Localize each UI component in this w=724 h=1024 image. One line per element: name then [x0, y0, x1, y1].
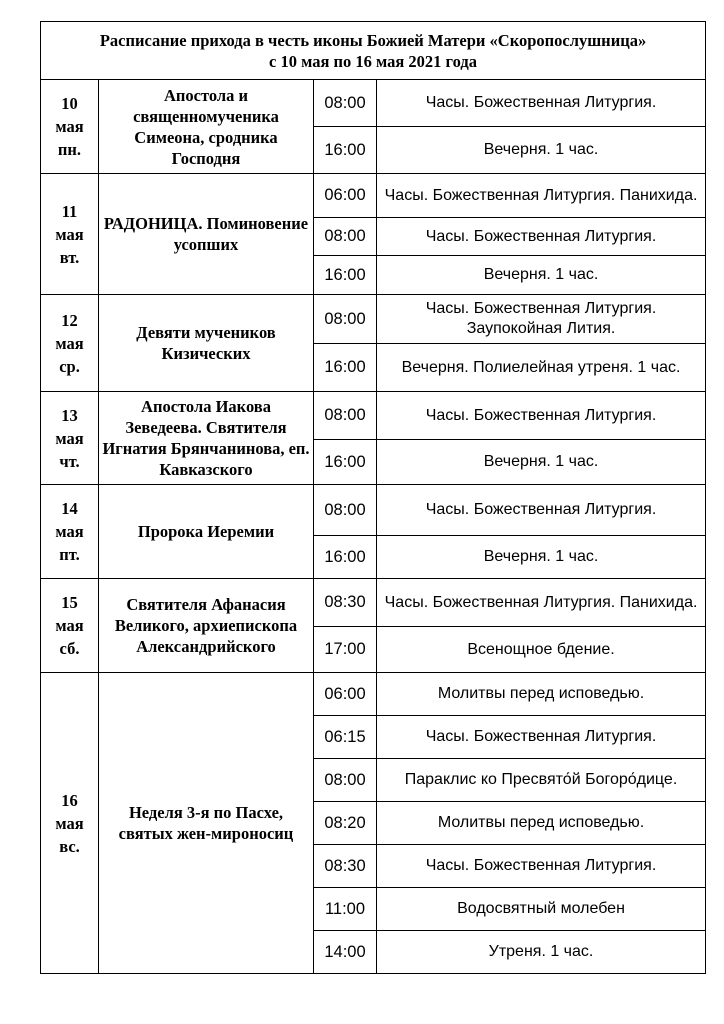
service-name: Параклис ко Пресвято́й Богоро́дице.	[377, 759, 706, 802]
date-number: 13	[61, 405, 78, 425]
service-time: 16:00	[314, 440, 377, 485]
date-month: мая	[55, 224, 84, 244]
date-weekday: пн.	[57, 140, 82, 159]
service-name: Часы. Божественная Литургия. Заупокойная Лития.	[377, 295, 706, 344]
date-month: мая	[55, 117, 84, 136]
schedule-table	[40, 21, 706, 974]
service-time: 08:30	[314, 579, 377, 627]
service-name: Вечерня. 1 час.	[377, 440, 706, 485]
date-number: 11	[61, 201, 78, 221]
date-month: мая	[55, 813, 84, 833]
date-weekday: вс.	[59, 836, 80, 856]
table-row	[41, 392, 706, 440]
day-date	[41, 174, 99, 295]
date-weekday: сб.	[59, 639, 80, 658]
table-row	[41, 579, 706, 627]
service-name: Утреня. 1 час.	[377, 931, 706, 974]
service-time: 08:00	[314, 295, 377, 344]
date-number: 10	[61, 94, 78, 113]
service-name: Часы. Божественная Литургия.	[377, 392, 706, 440]
service-time: 08:00	[314, 485, 377, 536]
day-feast: Апостола Иакова Зеведеева. Святителя Игнатия Брянчанинова, еп. Кавказского	[99, 392, 314, 485]
table-row	[41, 485, 706, 536]
service-time: 08:00	[314, 759, 377, 802]
table-row	[41, 80, 706, 127]
page-title	[41, 22, 706, 80]
date-month: мая	[55, 522, 84, 541]
date-weekday: чт.	[59, 451, 80, 471]
service-time: 16:00	[314, 127, 377, 174]
service-time: 06:15	[314, 716, 377, 759]
service-name: Молитвы перед исповедью.	[377, 673, 706, 716]
day-feast: Девяти мучеников Кизических	[99, 295, 314, 392]
service-name: Водосвятный молебен	[377, 888, 706, 931]
service-time: 06:00	[314, 673, 377, 716]
date-number: 12	[61, 310, 78, 330]
service-time: 08:30	[314, 845, 377, 888]
date-number: 16	[61, 790, 78, 810]
date-weekday: ср.	[59, 356, 80, 376]
day-date	[41, 579, 99, 673]
header-row	[41, 22, 706, 80]
service-time: 14:00	[314, 931, 377, 974]
date-number: 14	[61, 499, 78, 518]
service-time: 08:00	[314, 218, 377, 256]
service-name: Часы. Божественная Литургия.	[377, 80, 706, 127]
service-name: Вечерня. Полиелейная утреня. 1 час.	[377, 344, 706, 392]
date-weekday: пт.	[59, 545, 80, 564]
service-name: Часы. Божественная Литургия. Панихида.	[377, 579, 706, 627]
service-time: 17:00	[314, 627, 377, 673]
service-time: 08:00	[314, 392, 377, 440]
table-row	[41, 295, 706, 344]
service-time: 08:00	[314, 80, 377, 127]
day-date	[41, 392, 99, 485]
service-name: Часы. Божественная Литургия. Панихида.	[377, 174, 706, 218]
day-feast: Апостола и священномученика Симеона, сродника Господня	[99, 80, 314, 174]
table-row	[41, 673, 706, 716]
service-name: Часы. Божественная Литургия.	[377, 716, 706, 759]
title-line-2: с 10 мая по 16 мая 2021 года	[269, 51, 478, 71]
day-feast: РАДОНИЦА. Поминовение усопших	[99, 174, 314, 295]
service-time: 16:00	[314, 256, 377, 295]
day-feast: Неделя 3-я по Пасхе, святых жен-мироносиц	[99, 673, 314, 974]
date-weekday: вт.	[59, 247, 80, 267]
service-name: Часы. Божественная Литургия.	[377, 845, 706, 888]
service-name: Часы. Божественная Литургия.	[377, 485, 706, 536]
service-time: 06:00	[314, 174, 377, 218]
service-name: Всенощное бдение.	[377, 627, 706, 673]
service-name: Вечерня. 1 час.	[377, 256, 706, 295]
date-month: мая	[55, 333, 84, 353]
day-feast: Святителя Афанасия Великого, архиепископа Александрийского	[99, 579, 314, 673]
service-name: Вечерня. 1 час.	[377, 127, 706, 174]
service-name: Часы. Божественная Литургия.	[377, 218, 706, 256]
day-feast: Пророка Иеремии	[99, 485, 314, 579]
service-time: 11:00	[314, 888, 377, 931]
service-time: 16:00	[314, 536, 377, 579]
day-date	[41, 295, 99, 392]
service-time: 08:20	[314, 802, 377, 845]
title-line-1: Расписание прихода в честь иконы Божией Матери «Скоропослушница»	[99, 30, 647, 50]
date-month: мая	[55, 616, 84, 635]
day-date	[41, 485, 99, 579]
service-name: Вечерня. 1 час.	[377, 536, 706, 579]
date-number: 15	[61, 593, 78, 612]
date-month: мая	[55, 428, 84, 448]
service-name: Молитвы перед исповедью.	[377, 802, 706, 845]
service-time: 16:00	[314, 344, 377, 392]
day-date	[41, 673, 99, 974]
table-row	[41, 174, 706, 218]
day-date	[41, 80, 99, 174]
